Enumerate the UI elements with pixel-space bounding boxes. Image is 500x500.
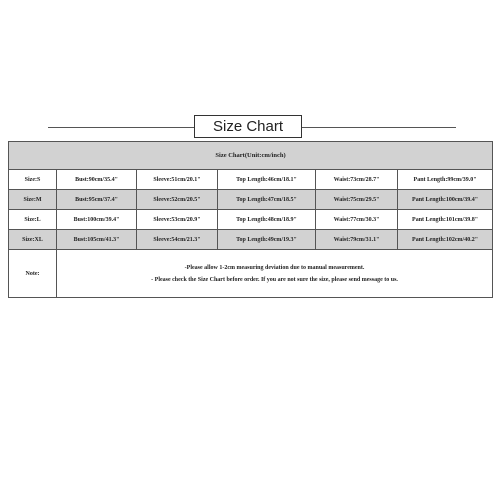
- bust-cell: Bust:105cm/41.3": [57, 230, 137, 250]
- top-length-cell: Top Length:46cm/18.1": [218, 170, 316, 190]
- size-chart-table: [8, 141, 493, 298]
- size-cell: Size:XL: [9, 230, 57, 250]
- table-header: Size Chart(Unit:cm/inch): [9, 142, 493, 170]
- waist-cell: Waist:79cm/31.1": [316, 230, 398, 250]
- table-row: [9, 230, 493, 250]
- note-row: [9, 250, 493, 298]
- top-length-cell: Top Length:49cm/19.3": [218, 230, 316, 250]
- waist-cell: Waist:73cm/28.7": [316, 170, 398, 190]
- pant-length-cell: Pant Length:101cm/39.8": [398, 210, 493, 230]
- note-label: Note:: [9, 250, 57, 298]
- note-line: - Please check the Size Chart before order. If you are not sure the size, please send message to us.: [151, 276, 398, 283]
- waist-cell: Waist:75cm/29.5": [316, 190, 398, 210]
- note-line: -Please allow 1-2cm measuring deviation due to manual measurement.: [184, 264, 365, 271]
- table-row: [9, 170, 493, 190]
- note-text: [57, 250, 493, 298]
- bust-cell: Bust:95cm/37.4": [57, 190, 137, 210]
- bust-cell: Bust:90cm/35.4": [57, 170, 137, 190]
- sleeve-cell: Sleeve:53cm/20.9": [137, 210, 218, 230]
- pant-length-cell: Pant Length:99cm/39.0": [398, 170, 493, 190]
- pant-length-cell: Pant Length:100cm/39.4": [398, 190, 493, 210]
- size-chart-title: Size Chart: [194, 115, 302, 138]
- title-divider-right: [302, 127, 456, 128]
- size-cell: Size:S: [9, 170, 57, 190]
- table-header-row: [9, 142, 493, 170]
- size-cell: Size:L: [9, 210, 57, 230]
- table-row: [9, 210, 493, 230]
- top-length-cell: Top Length:48cm/18.9": [218, 210, 316, 230]
- bust-cell: Bust:100cm/39.4": [57, 210, 137, 230]
- size-cell: Size:M: [9, 190, 57, 210]
- size-chart-title-bar: [0, 112, 500, 142]
- sleeve-cell: Sleeve:52cm/20.5": [137, 190, 218, 210]
- table-row: [9, 190, 493, 210]
- sleeve-cell: Sleeve:51cm/20.1": [137, 170, 218, 190]
- waist-cell: Waist:77cm/30.3": [316, 210, 398, 230]
- title-divider-left: [48, 127, 194, 128]
- top-length-cell: Top Length:47cm/18.5": [218, 190, 316, 210]
- pant-length-cell: Pant Length:102cm/40.2": [398, 230, 493, 250]
- sleeve-cell: Sleeve:54cm/21.3": [137, 230, 218, 250]
